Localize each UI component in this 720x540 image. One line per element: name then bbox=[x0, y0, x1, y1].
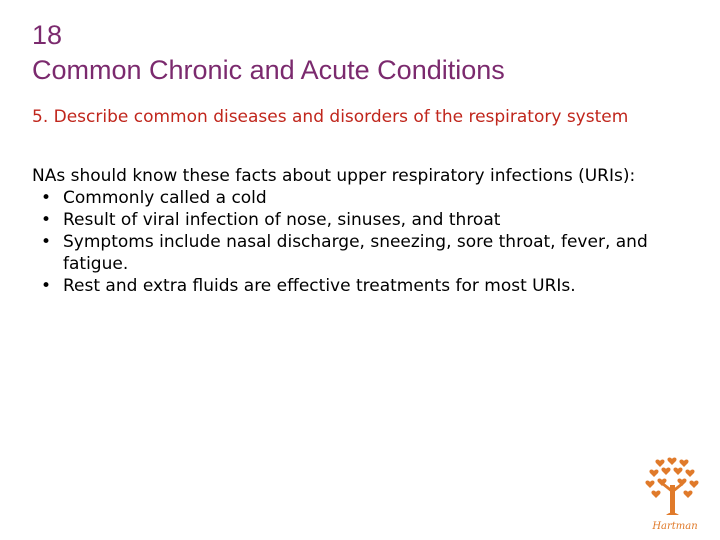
chapter-title: Common Chronic and Acute Conditions bbox=[32, 55, 505, 85]
bullet-item: • Commonly called a cold bbox=[41, 188, 267, 208]
bullet-icon: • bbox=[41, 188, 52, 208]
heart-tree-icon bbox=[645, 458, 698, 515]
chapter-number: 18 bbox=[32, 20, 63, 50]
body-content bbox=[32, 165, 702, 297]
bullet-icon: • bbox=[41, 232, 52, 252]
bullet-icon: • bbox=[41, 276, 52, 296]
bullet-item: • Result of viral infection of nose, sinuses, and throat bbox=[41, 210, 501, 230]
bullet-list bbox=[32, 187, 702, 297]
hartman-logo bbox=[640, 455, 710, 535]
bullet-item: • Symptoms include nasal discharge, sneezing, sore throat, fever, and fatigue. bbox=[41, 232, 648, 274]
slide-title bbox=[32, 18, 692, 88]
bullet-icon: • bbox=[41, 210, 52, 230]
bullet-item: • Rest and extra fluids are effective treatments for most URIs. bbox=[41, 276, 576, 296]
logo-wordmark: Hartman bbox=[652, 521, 698, 532]
learning-objective: 5. Describe common diseases and disorders of the respiratory system bbox=[32, 107, 629, 127]
intro-text: NAs should know these facts about upper respiratory infections (URIs): bbox=[32, 166, 636, 186]
